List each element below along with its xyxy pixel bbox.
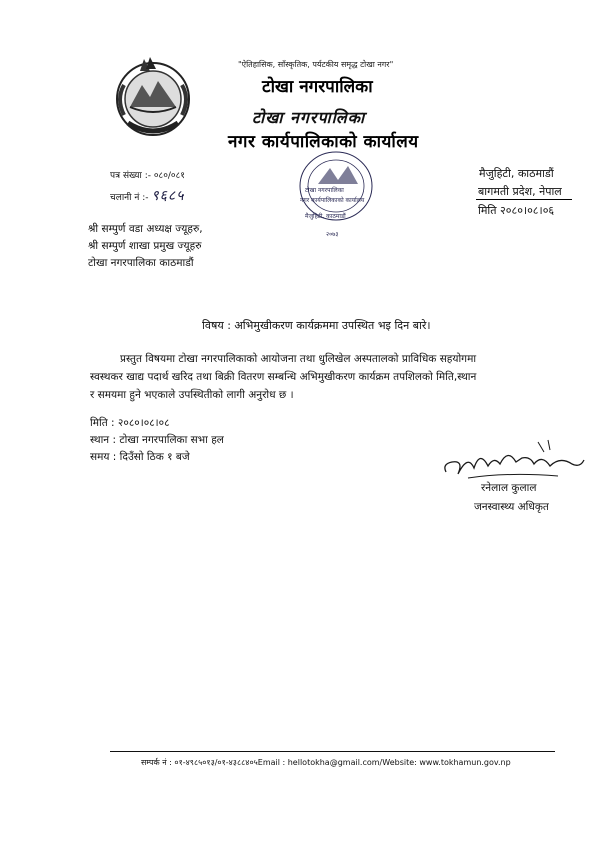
- address-line-2: बागमती प्रदेश, नेपाल: [478, 185, 562, 198]
- nepal-emblem-icon: [110, 55, 196, 139]
- tagline: "ऐतिहासिक, साँस्कृतिक, पर्यटकीय समृद्ध टोखा नगर": [238, 60, 394, 69]
- address-divider: [476, 199, 572, 200]
- event-place: स्थान : टोखा नगरपालिका सभा हल: [90, 434, 224, 446]
- recipient-3: टोखा नगरपालिका काठमाडौं: [88, 257, 194, 269]
- recipient-1: श्री सम्पुर्ण वडा अध्यक्ष ज्यूहरु,: [88, 223, 203, 235]
- patra-value: ०८०/०८१: [153, 171, 185, 181]
- body-line-2: स्वस्थकर खाद्य पदार्थ खरिद तथा बिक्री वितरण सम्बन्धि अभिमुखीकरण कार्यक्रम तपशिलको मिति,स्थान: [90, 371, 477, 383]
- org-name-stylized: टोखा नगरपालिका: [252, 108, 366, 127]
- chalani-value: ९६८५: [151, 188, 185, 204]
- chalani-number: [110, 186, 184, 205]
- office-stamp: [296, 146, 376, 242]
- subject-line: विषय : अभिमुखीकरण कार्यक्रममा उपस्थित भइ दिन बारे।: [202, 319, 431, 332]
- event-time: समय : दिउँसो ठिक १ बजे: [90, 451, 190, 463]
- org-name: टोखा नगरपालिका: [262, 77, 373, 97]
- signatory-title: जनस्वास्थ्य अधिकृत: [474, 501, 549, 513]
- address-line-1: मैजुहिटी, काठमाडौं: [479, 167, 554, 180]
- stamp-text-mid: नगर कार्यपालिकाको कार्यालय: [300, 197, 365, 204]
- stamp-text-year: २०७३: [326, 231, 339, 238]
- letter-date: मिति २०८०।०८।०६: [478, 204, 555, 217]
- stamp-text-bottom: मैजुहिटी, काठमाडौं: [305, 213, 346, 220]
- stamp-text-top: टोखा नगरपालिका: [305, 187, 344, 194]
- event-date: मिति : २०८०।०८।०८: [90, 417, 170, 429]
- body-line-3: र समयमा हुने भएकाले उपस्थितीको लागी अनुरोध छ ।: [90, 389, 294, 401]
- signatory-name: रनेलाल कुलाल: [481, 482, 537, 494]
- recipient-2: श्री सम्पुर्ण शाखा प्रमुख ज्यूहरु: [88, 240, 202, 252]
- chalani-label: चलानी नं :-: [110, 193, 149, 203]
- handwritten-signature: [438, 434, 588, 486]
- patra-sankhya: [110, 168, 185, 181]
- footer-contact: सम्पर्क नं : ०१-४९८५०१३/०१-४३८८४०५Email : hellotokha@gmail.com/Website: www.tokhamun.gov.np: [141, 758, 511, 767]
- body-line-1: प्रस्तुत विषयमा टोखा नगरपालिकाको आयोजना तथा धुलिखेल अस्पतालको प्राविधिक सहयोगमा: [120, 353, 477, 365]
- footer-divider: [110, 751, 555, 752]
- patra-label: पत्र संख्या :-: [110, 171, 151, 181]
- office-name: नगर कार्यपालिकाको कार्यालय: [228, 132, 419, 152]
